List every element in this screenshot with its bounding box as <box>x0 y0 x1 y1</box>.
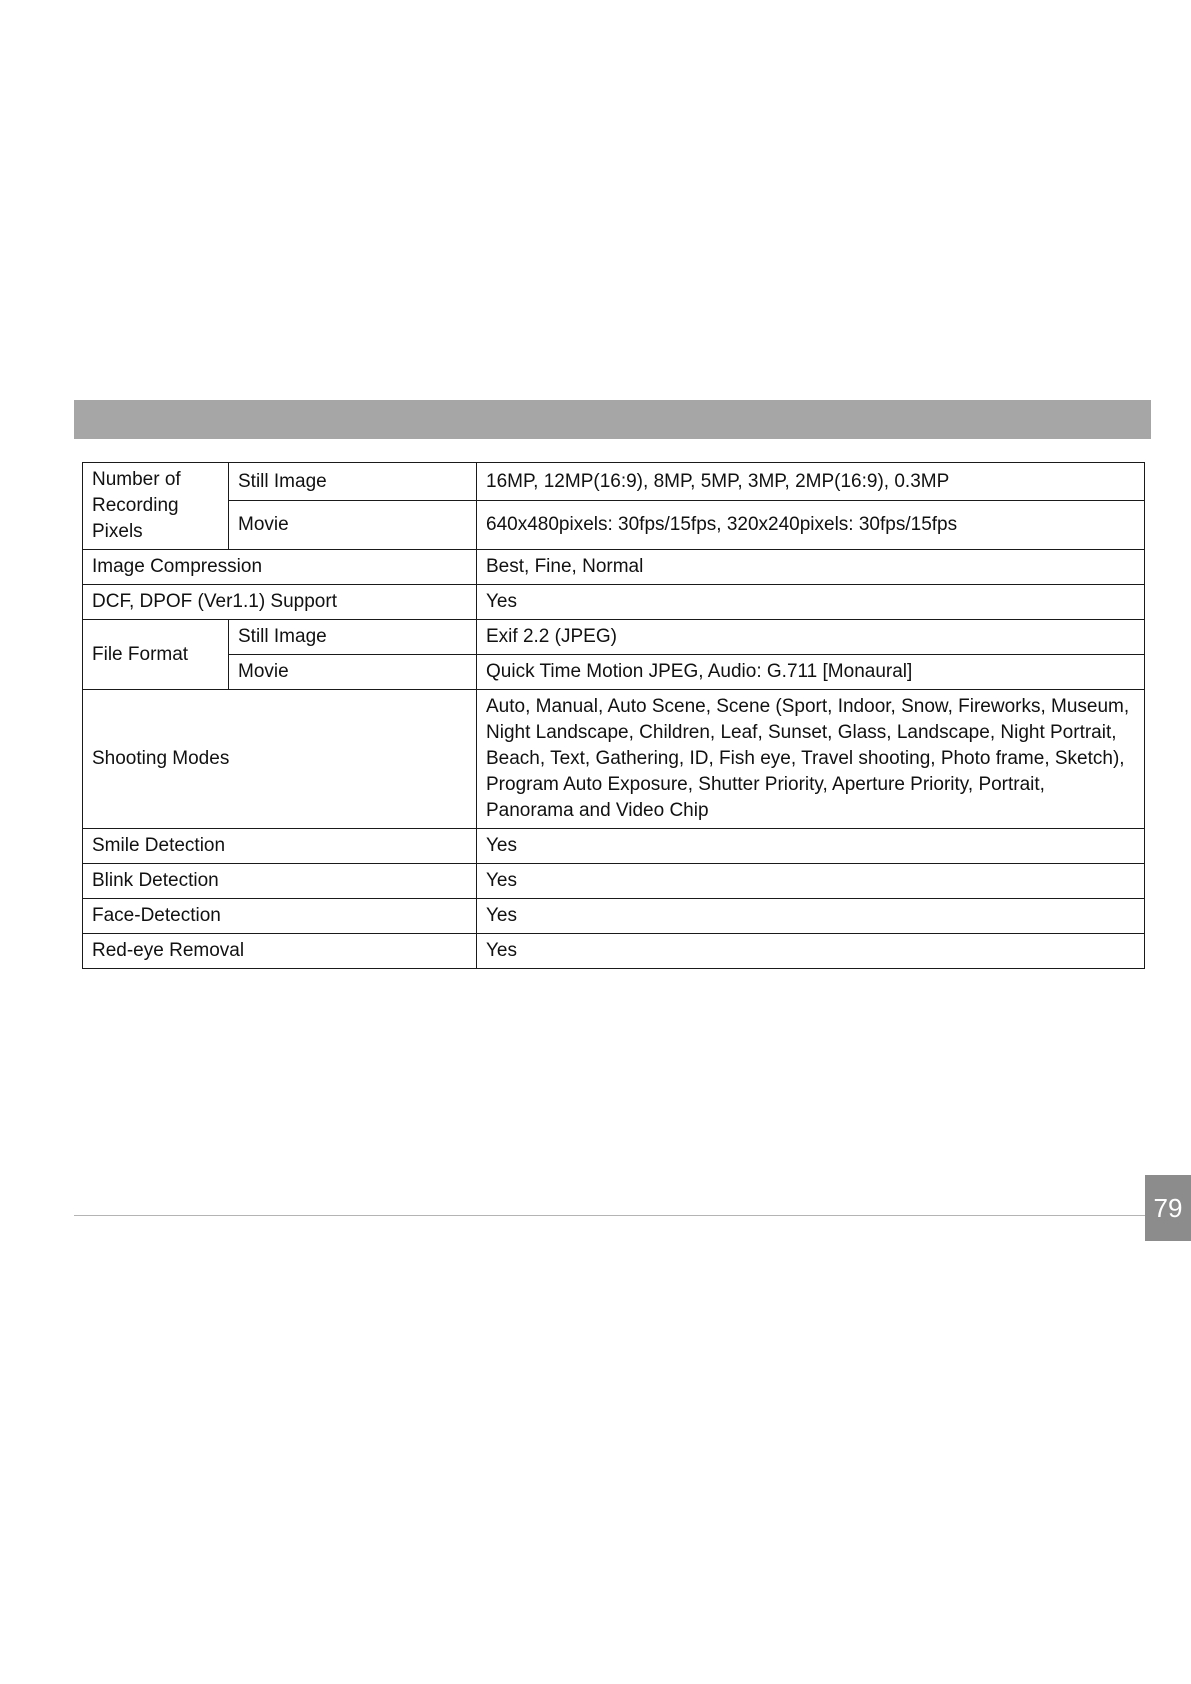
table-row <box>83 864 1145 899</box>
row-label: Face-Detection <box>83 899 477 934</box>
table-row <box>83 620 1145 655</box>
row-label: Blink Detection <box>83 864 477 899</box>
row-label: Red-eye Removal <box>83 934 477 969</box>
row-value: Yes <box>477 864 1145 899</box>
row-value: Best, Fine, Normal <box>477 550 1145 585</box>
row-label: Number of Recording Pixels <box>83 463 229 550</box>
table-row <box>83 585 1145 620</box>
row-label: Shooting Modes <box>83 690 477 829</box>
section-header-bar <box>74 400 1151 439</box>
row-value: Quick Time Motion JPEG, Audio: G.711 [Monaural] <box>477 655 1145 690</box>
row-label: Image Compression <box>83 550 477 585</box>
row-sublabel: Still Image <box>229 463 477 501</box>
row-label: DCF, DPOF (Ver1.1) Support <box>83 585 477 620</box>
row-value: 640x480pixels: 30fps/15fps, 320x240pixels: 30fps/15fps <box>477 501 1145 550</box>
page-number: 79 <box>1153 1192 1183 1223</box>
row-value: Yes <box>477 585 1145 620</box>
row-sublabel: Still Image <box>229 620 477 655</box>
page-number-tab <box>1145 1175 1191 1241</box>
table-row <box>83 550 1145 585</box>
table-row <box>83 934 1145 969</box>
row-value: Yes <box>477 899 1145 934</box>
table-row <box>83 899 1145 934</box>
row-label: Smile Detection <box>83 829 477 864</box>
table-row <box>83 655 1145 690</box>
row-value: Yes <box>477 934 1145 969</box>
row-label: File Format <box>83 620 229 690</box>
row-sublabel: Movie <box>229 655 477 690</box>
footer-divider <box>74 1215 1145 1216</box>
row-value: Exif 2.2 (JPEG) <box>477 620 1145 655</box>
specification-table <box>82 462 1145 969</box>
table-row <box>83 463 1145 501</box>
table-row <box>83 829 1145 864</box>
row-sublabel: Movie <box>229 501 477 550</box>
row-value: Auto, Manual, Auto Scene, Scene (Sport, Indoor, Snow, Fireworks, Museum, Night Landscape, Children, Leaf, Sunset, Glass, Landscape, Night Portrait, Beach, Text, Gathering, ID, Fish eye, Travel shooting, Photo frame, Sketch), Program Auto Exposure, Shutter Priority, Aperture Priority, Portrait, Panorama and Video Chip <box>477 690 1145 829</box>
row-value: Yes <box>477 829 1145 864</box>
table-row <box>83 501 1145 550</box>
row-value: 16MP, 12MP(16:9), 8MP, 5MP, 3MP, 2MP(16:9), 0.3MP <box>477 463 1145 501</box>
table-row <box>83 690 1145 829</box>
